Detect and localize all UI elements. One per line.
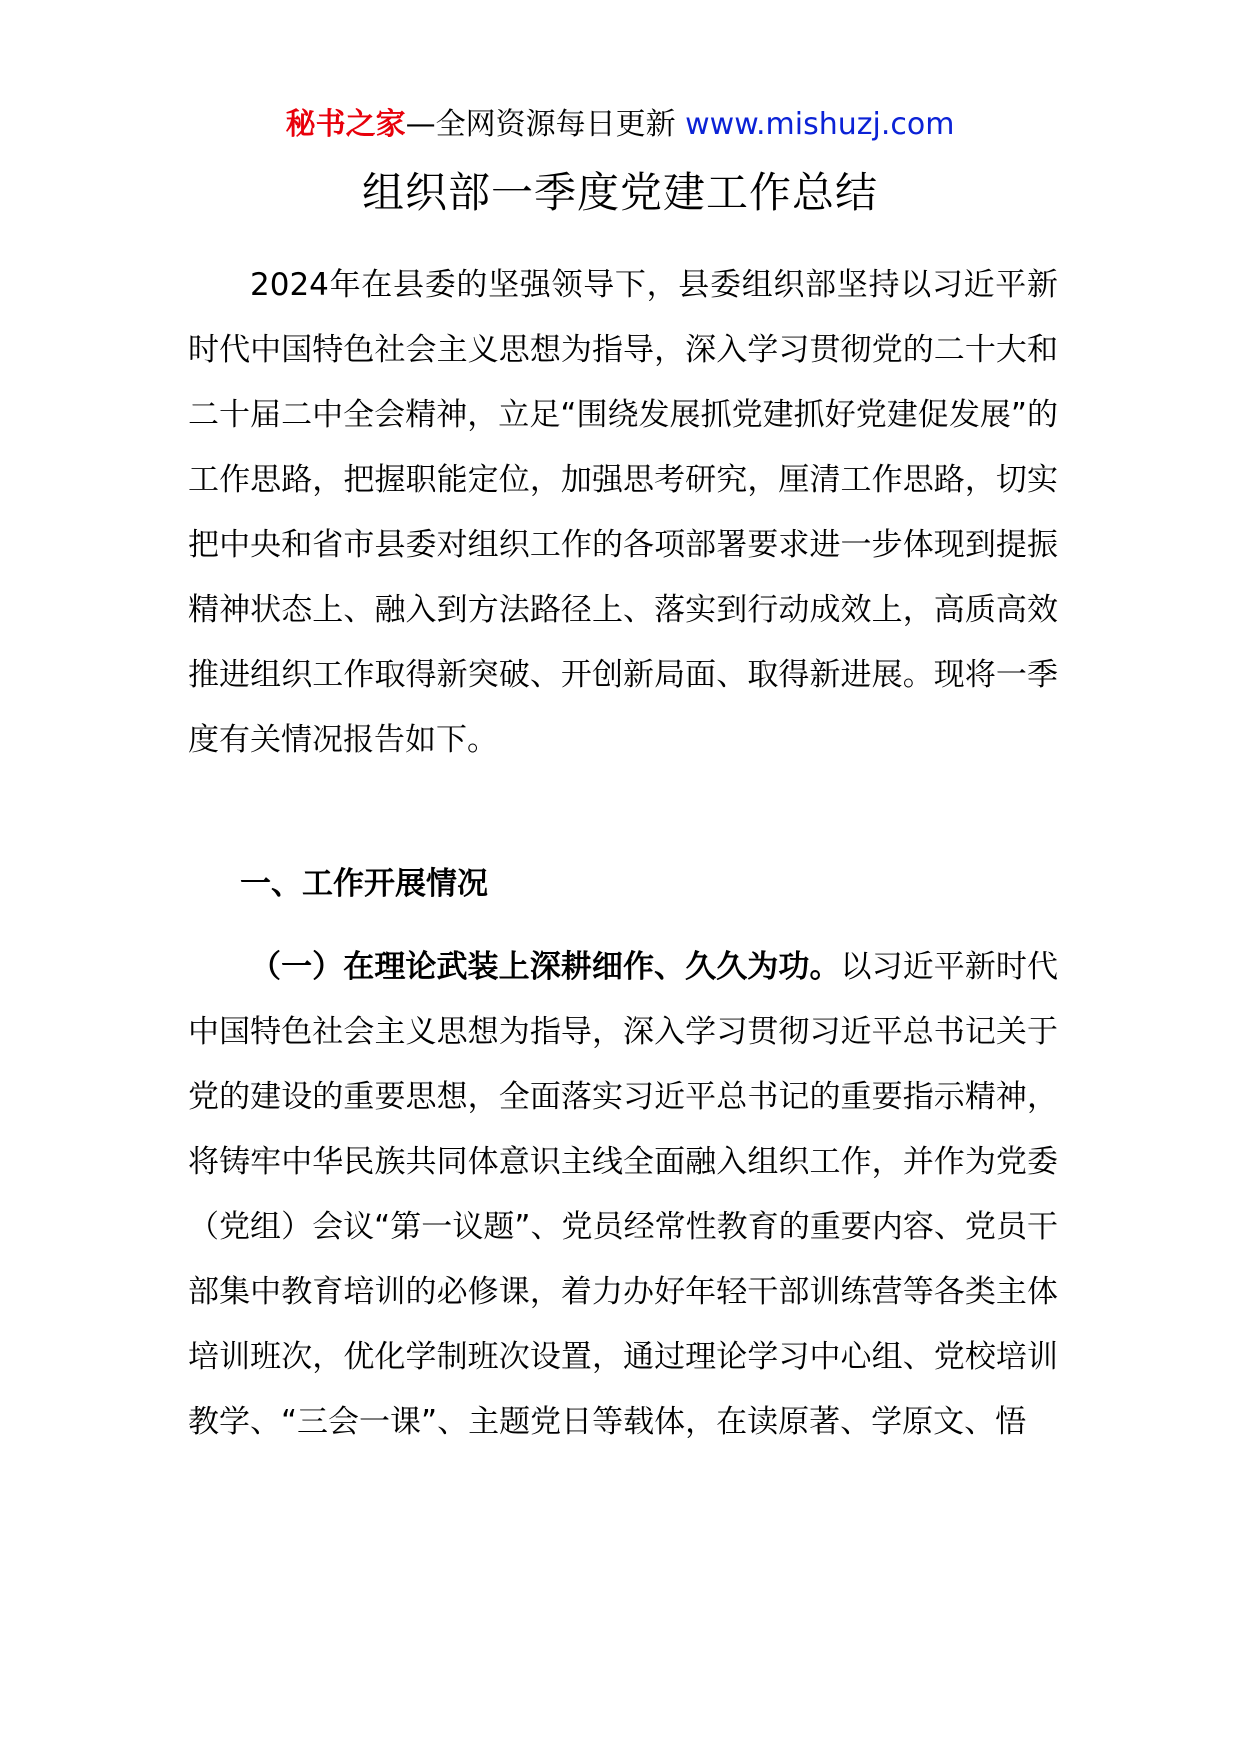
section-heading: 一、工作开展情况 — [240, 866, 488, 902]
banner-tagline: —全网资源每日更新 — [405, 107, 686, 142]
intro-paragraph: 2024年在县委的坚强领导下，县委组织部坚持以习近平新时代中国特色社会主义思想为指导，深入学习贯彻党的二十大和二十届二中全会精神，立足“围绕发展抓党建抓好党建促发展”的工作思路，把握职能定位，加强思考研究，厘清工作思路，切实把中央和省市县委对组织工作的各项部署要求进一步体现到提振精神状态上、融入到方法路径上、落实到行动成效上，高质高效推进组织工作取得新突破、开创新局面、取得新进展。现将一季度有关情况报告如下。 — [188, 267, 1058, 758]
subsection-body: 以习近平新时代中国特色社会主义思想为指导，深入学习贯彻习近平总书记关于党的建设的重要思想，全面落实习近平总书记的重要指示精神，将铸牢中华民族共同体意识主线全面融入组织工作，并作为党委（党组）会议“第一议题”、党员经常性教育的重要内容、党员干部集中教育培训的必修课，着力办好年轻干部训练营等各类主体培训班次，优化学制班次设置，通过理论学习中心组、党校培训教学、“三会一课”、主题党日等载体，在读原著、学原文、悟 — [188, 949, 1059, 1440]
brand-name: 秘书之家 — [285, 107, 406, 142]
subsection-lead: （一）在理论武装上深耕细作、久久为功。 — [250, 949, 841, 985]
site-url-link[interactable]: www.mishuzj.com — [685, 107, 955, 142]
subsection-paragraph — [188, 935, 1058, 1455]
site-banner — [0, 100, 1240, 150]
document-title: 组织部一季度党建工作总结 — [361, 168, 878, 217]
